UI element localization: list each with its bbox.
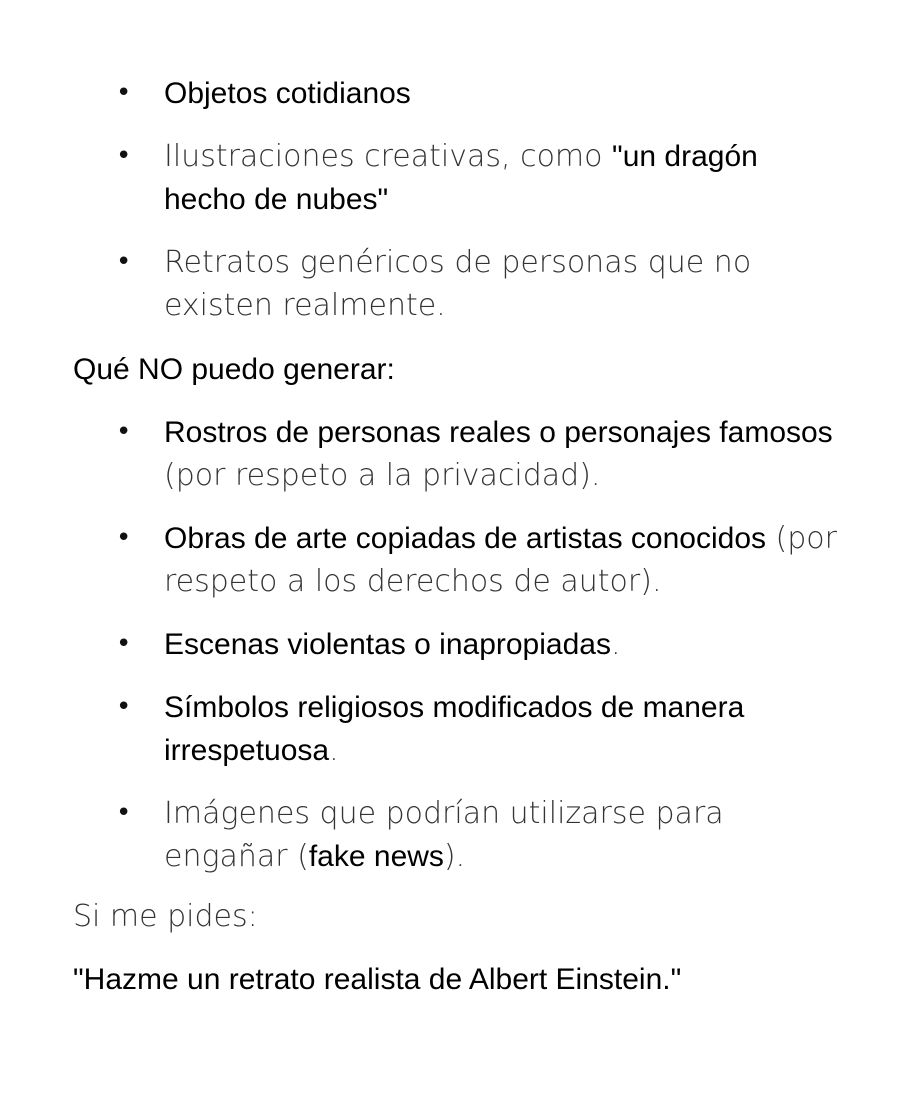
item-text-emphasis: Símbolos religiosos modificados de manera irrespetuosa xyxy=(164,691,745,767)
bullet-icon: • xyxy=(116,692,132,722)
list-item xyxy=(0,792,900,878)
bullet-icon: • xyxy=(116,141,132,171)
bullet-icon: • xyxy=(116,629,132,659)
bullet-icon: • xyxy=(116,523,132,553)
list-item xyxy=(0,411,900,497)
bullet-icon: • xyxy=(116,798,132,828)
item-text: Objetos cotidianos xyxy=(164,77,411,110)
list-item xyxy=(0,241,900,327)
item-text: Ilustraciones creativas, como xyxy=(164,139,613,174)
restrictions-list xyxy=(0,411,900,878)
list-item xyxy=(0,623,900,666)
item-text-emphasis: fake news xyxy=(308,840,444,873)
bullet-icon: • xyxy=(116,417,132,447)
item-text: (por respeto a los derechos de autor). xyxy=(164,521,837,599)
bullet-icon: • xyxy=(116,78,132,108)
item-text-emphasis: "un dragón hecho de nubes" xyxy=(164,140,758,216)
list-item xyxy=(0,517,900,603)
list-item xyxy=(0,686,900,772)
item-text: ). xyxy=(443,839,466,874)
item-text: (por respeto a la privacidad). xyxy=(164,458,601,493)
item-text-emphasis: Obras de arte copiadas de artistas conocidos xyxy=(164,522,767,555)
section-heading: Qué NO puedo generar: xyxy=(73,353,395,386)
capabilities-list xyxy=(0,72,900,327)
bullet-icon: • xyxy=(116,247,132,277)
item-text: . xyxy=(329,733,339,768)
item-text: . xyxy=(610,627,621,662)
item-text: Retratos genéricos de personas que no existen realmente. xyxy=(164,245,752,323)
item-text-emphasis: Escenas violentas o inapropiadas xyxy=(164,628,611,661)
example-quote: "Hazme un retrato realista de Albert Einstein." xyxy=(73,963,682,996)
list-item xyxy=(0,135,900,221)
list-item xyxy=(0,72,900,115)
item-text-emphasis: Rostros de personas reales o personajes famosos xyxy=(164,416,833,449)
item-text: Imágenes que podrían utilizarse para engañar ( xyxy=(164,796,724,874)
paragraph: Si me pides: xyxy=(73,899,258,934)
